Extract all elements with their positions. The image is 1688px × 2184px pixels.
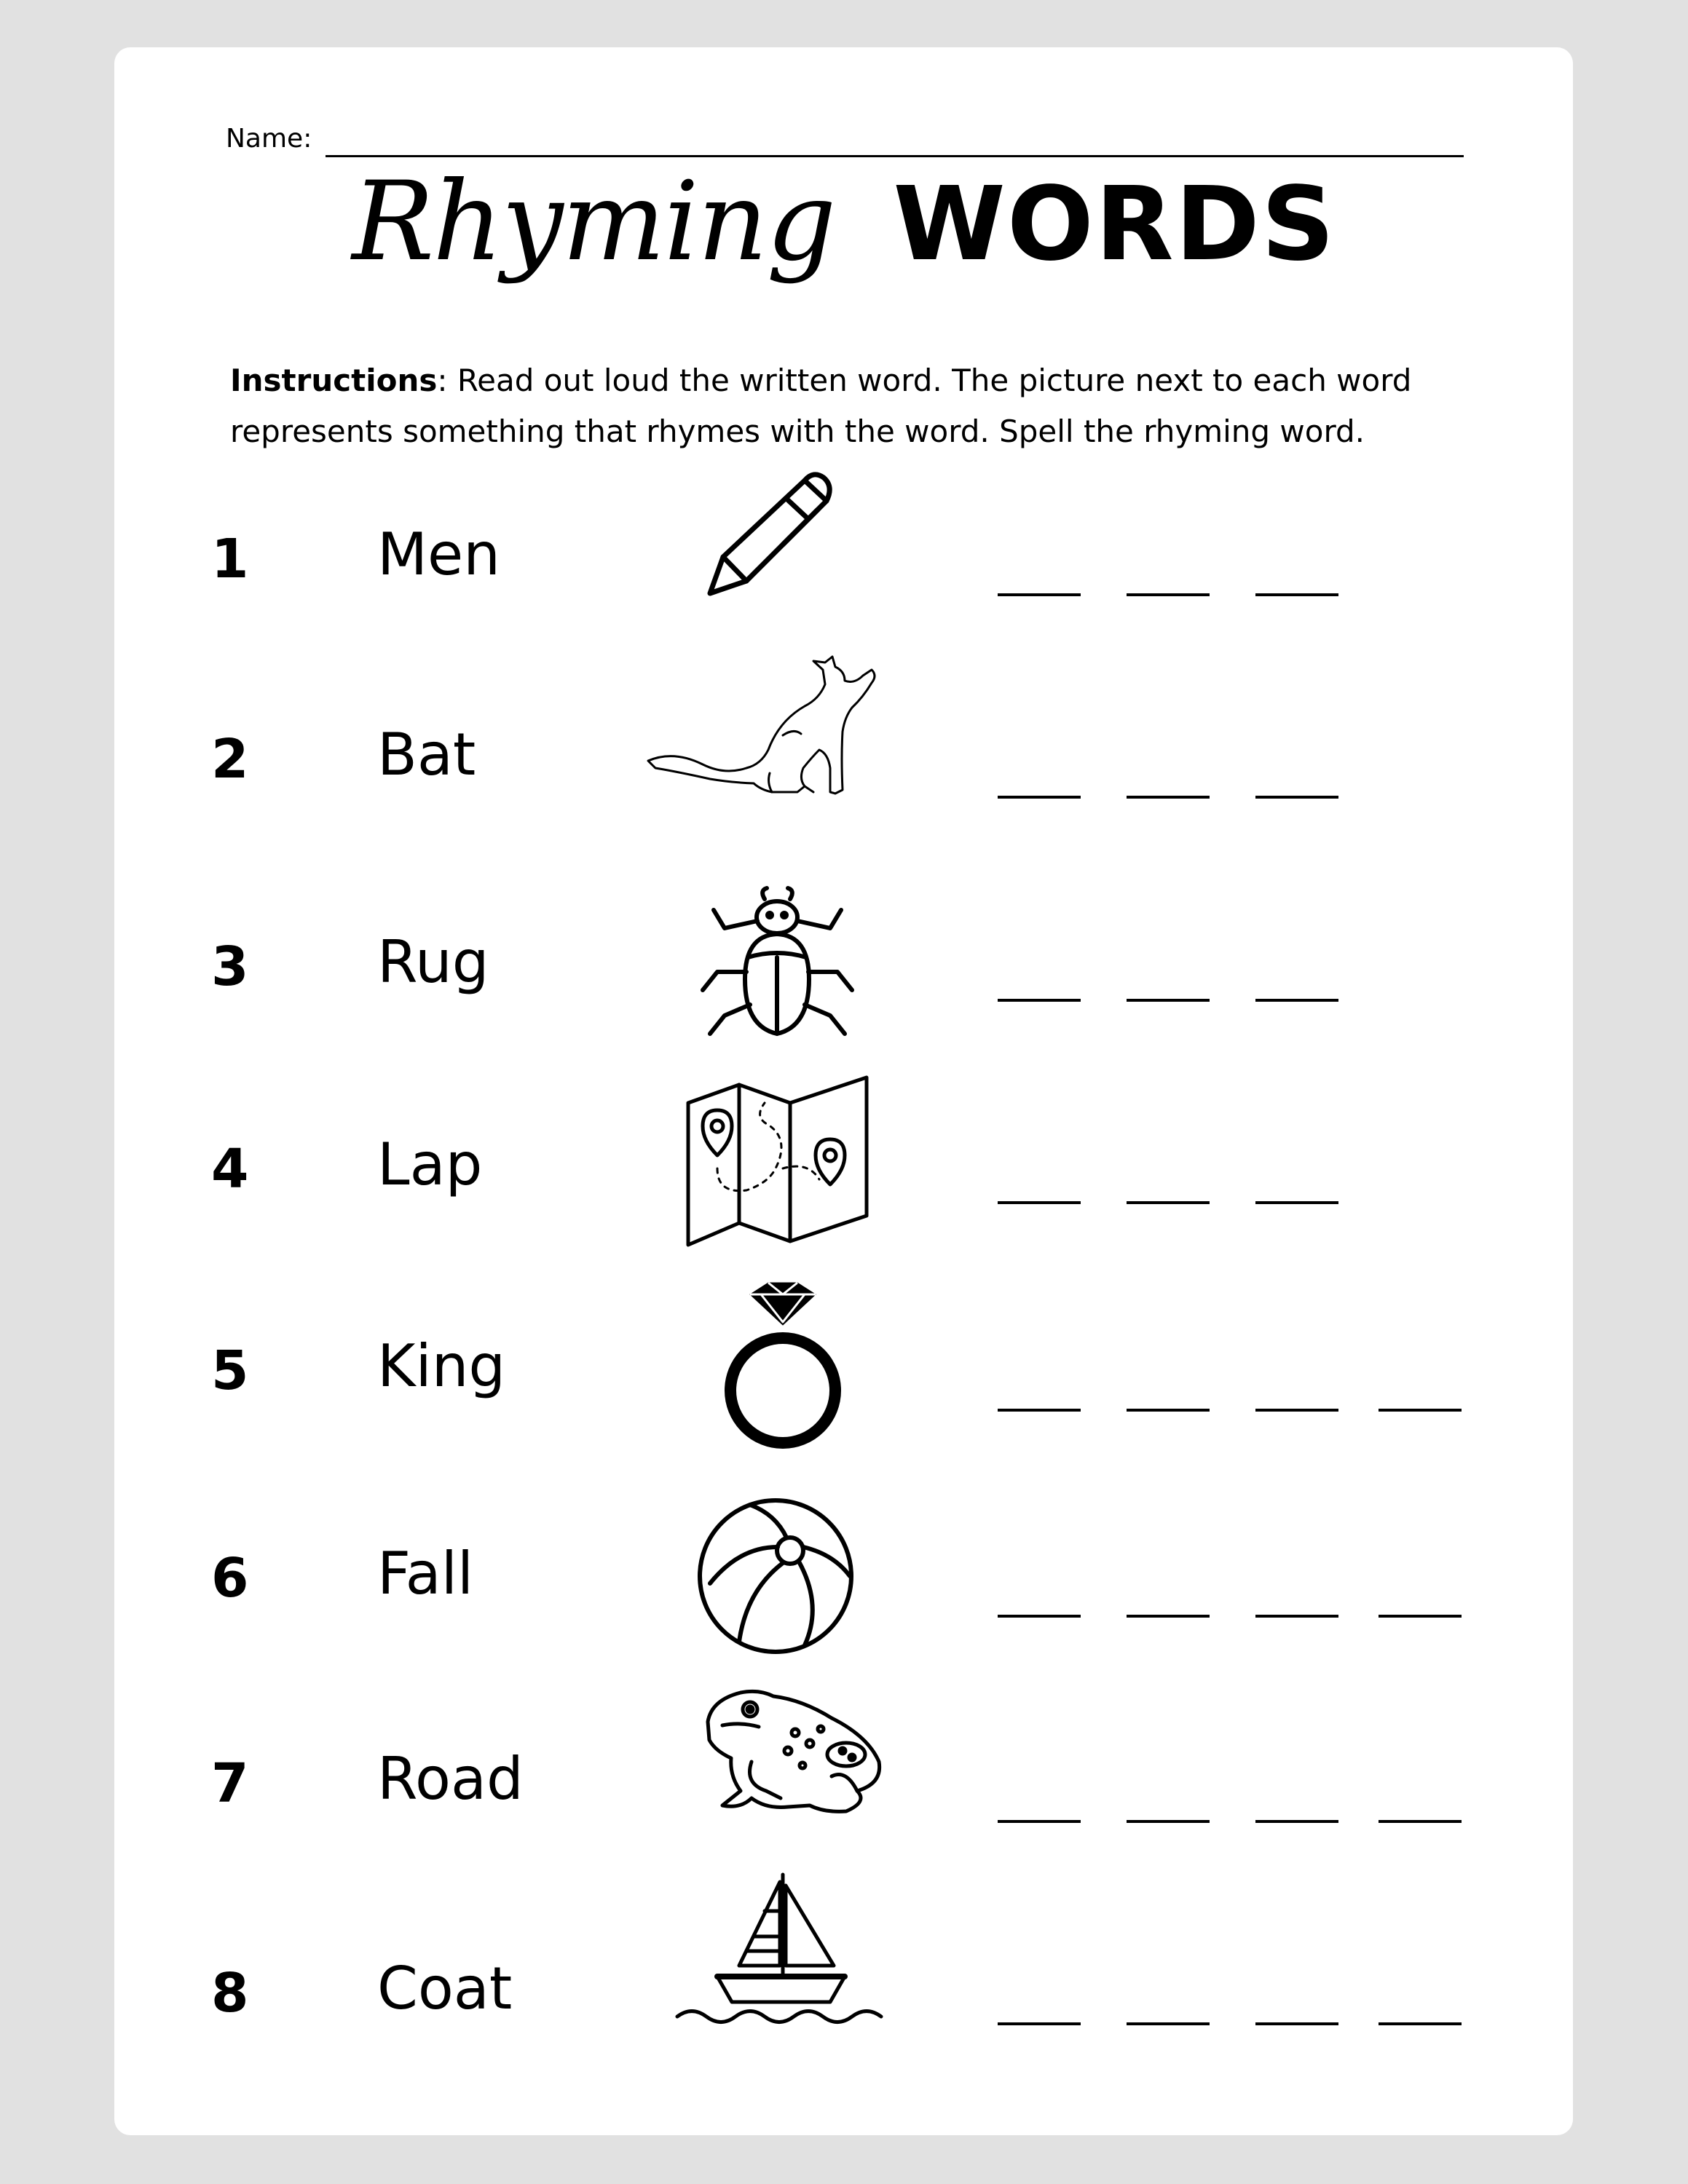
item-word: Road xyxy=(377,1745,524,1813)
boat-icon xyxy=(674,1871,885,2027)
item-word: Lap xyxy=(377,1131,483,1198)
letter-blank[interactable] xyxy=(1379,1820,1462,1823)
letter-blank[interactable] xyxy=(1127,2022,1210,2025)
ball-icon xyxy=(695,1496,856,1656)
letter-blank[interactable] xyxy=(1127,1820,1210,1823)
pen-icon xyxy=(695,466,841,601)
item-word: Fall xyxy=(377,1540,474,1607)
letter-blank[interactable] xyxy=(998,796,1081,799)
letter-blank[interactable] xyxy=(1379,2022,1462,2025)
exercise-row-6 xyxy=(0,1485,1688,1674)
letter-blank[interactable] xyxy=(1255,2022,1338,2025)
letter-blank[interactable] xyxy=(1127,999,1210,1002)
exercise-row-3 xyxy=(0,874,1688,1063)
item-word: King xyxy=(377,1332,506,1400)
title-script: Rhyming xyxy=(352,159,835,285)
item-number: 6 xyxy=(211,1547,249,1610)
letter-blank[interactable] xyxy=(1255,1820,1338,1823)
exercise-row-4 xyxy=(0,1076,1688,1265)
cat-icon xyxy=(644,641,892,804)
letter-blank[interactable] xyxy=(1379,1409,1462,1412)
exercise-row-1 xyxy=(0,466,1688,655)
exercise-row-2 xyxy=(0,666,1688,855)
name-label: Name: xyxy=(226,124,312,154)
letter-blank[interactable] xyxy=(1255,1201,1338,1204)
letter-blank[interactable] xyxy=(1127,593,1210,596)
item-word: Rug xyxy=(377,928,489,996)
instructions-label: Instructions xyxy=(230,363,438,398)
letter-blank[interactable] xyxy=(1255,593,1338,596)
exercise-row-8 xyxy=(0,1893,1688,2082)
item-number: 2 xyxy=(211,728,249,791)
item-number: 5 xyxy=(211,1340,249,1402)
letter-blank[interactable] xyxy=(1127,1615,1210,1618)
letter-blank[interactable] xyxy=(1127,796,1210,799)
exercise-row-5 xyxy=(0,1278,1688,1467)
item-number: 4 xyxy=(211,1138,249,1200)
instructions-text: : Read out loud the written word. The picture next to each word represents something that rhymes with the word. Spell the rhyming word. xyxy=(230,363,1412,449)
letter-blank[interactable] xyxy=(1379,1615,1462,1618)
letter-blank[interactable] xyxy=(1255,1409,1338,1412)
exercise-row-7 xyxy=(0,1690,1688,1880)
bug-icon xyxy=(695,885,859,1045)
toad-icon xyxy=(701,1682,890,1820)
instructions xyxy=(230,355,1468,457)
name-field-line[interactable] xyxy=(326,155,1464,157)
letter-blank[interactable] xyxy=(998,1820,1081,1823)
ring-icon xyxy=(717,1281,848,1456)
letter-blank[interactable] xyxy=(998,2022,1081,2025)
item-word: Men xyxy=(377,521,500,588)
letter-blank[interactable] xyxy=(1255,999,1338,1002)
letter-blank[interactable] xyxy=(1127,1409,1210,1412)
letter-blank[interactable] xyxy=(998,1409,1081,1412)
page-title xyxy=(0,159,1688,363)
item-word: Bat xyxy=(377,721,476,788)
letter-blank[interactable] xyxy=(998,1201,1081,1204)
letter-blank[interactable] xyxy=(1127,1201,1210,1204)
item-number: 8 xyxy=(211,1962,249,2025)
letter-blank[interactable] xyxy=(1255,796,1338,799)
map-icon xyxy=(681,1074,874,1249)
item-number: 3 xyxy=(211,935,249,998)
item-word: Coat xyxy=(377,1955,513,2022)
item-number: 7 xyxy=(211,1752,249,1815)
letter-blank[interactable] xyxy=(998,593,1081,596)
letter-blank[interactable] xyxy=(998,999,1081,1002)
letter-blank[interactable] xyxy=(998,1615,1081,1618)
letter-blank[interactable] xyxy=(1255,1615,1338,1618)
title-bold: WORDS xyxy=(893,165,1336,284)
item-number: 1 xyxy=(211,528,249,590)
